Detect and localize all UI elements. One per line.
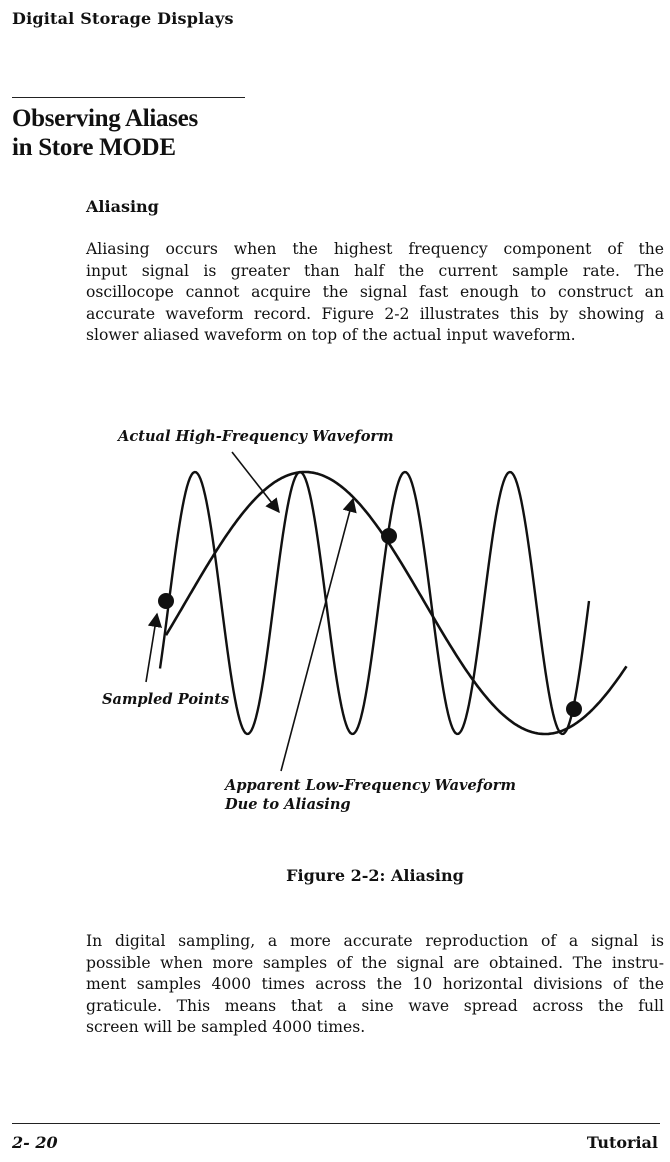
paragraph-line: ment samples 4000 times across the 10 horizontal divisions of the xyxy=(86,975,664,993)
footer-section-name: Tutorial xyxy=(586,1133,658,1152)
paragraph-line: graticule. This means that a sine wave spread across the full xyxy=(86,996,664,1015)
paragraph-line: input signal is greater than half the current sample rate. The xyxy=(86,261,664,280)
section-title-line: Observing Aliases xyxy=(12,105,198,132)
paragraph-line: oscillocope cannot acquire the signal fast enough to construct an xyxy=(86,283,664,301)
label-apparent-waveform xyxy=(225,776,516,814)
label-actual-waveform: Actual High-Frequency Waveform xyxy=(118,428,394,445)
running-header: Digital Storage Displays xyxy=(12,9,234,28)
paragraph-line: slower aliased waveform on top of the actual input waveform. xyxy=(86,326,576,344)
sample-point xyxy=(381,528,397,544)
label-apparent-line: Due to Aliasing xyxy=(225,796,351,813)
arrow-actual-waveform xyxy=(232,452,279,512)
label-apparent-line: Apparent Low-Frequency Waveform xyxy=(225,777,516,794)
section-title-line: in Store MODE xyxy=(12,134,176,161)
page-number: 2- 20 xyxy=(12,1133,58,1152)
figure-caption: Figure 2-2: Aliasing xyxy=(286,866,464,885)
arrow-sampled-points xyxy=(146,614,157,682)
sample-point xyxy=(158,593,174,609)
label-sampled-points: Sampled Points xyxy=(102,691,230,708)
footer-divider xyxy=(12,1123,660,1124)
paragraph-line: accurate waveform record. Figure 2-2 illustrates this by showing a xyxy=(86,304,664,323)
subsection-heading: Aliasing xyxy=(86,197,159,216)
paragraph-line: screen will be sampled 4000 times. xyxy=(86,1018,366,1036)
paragraph-line: Aliasing occurs when the highest frequency component of the xyxy=(86,240,664,258)
sample-point xyxy=(566,701,582,717)
paragraph-line: possible when more samples of the signal are obtained. The instru- xyxy=(86,953,664,972)
sampling-paragraph xyxy=(86,931,664,1039)
paragraph-line: In digital sampling, a more accurate reproduction of a signal is xyxy=(86,932,664,950)
